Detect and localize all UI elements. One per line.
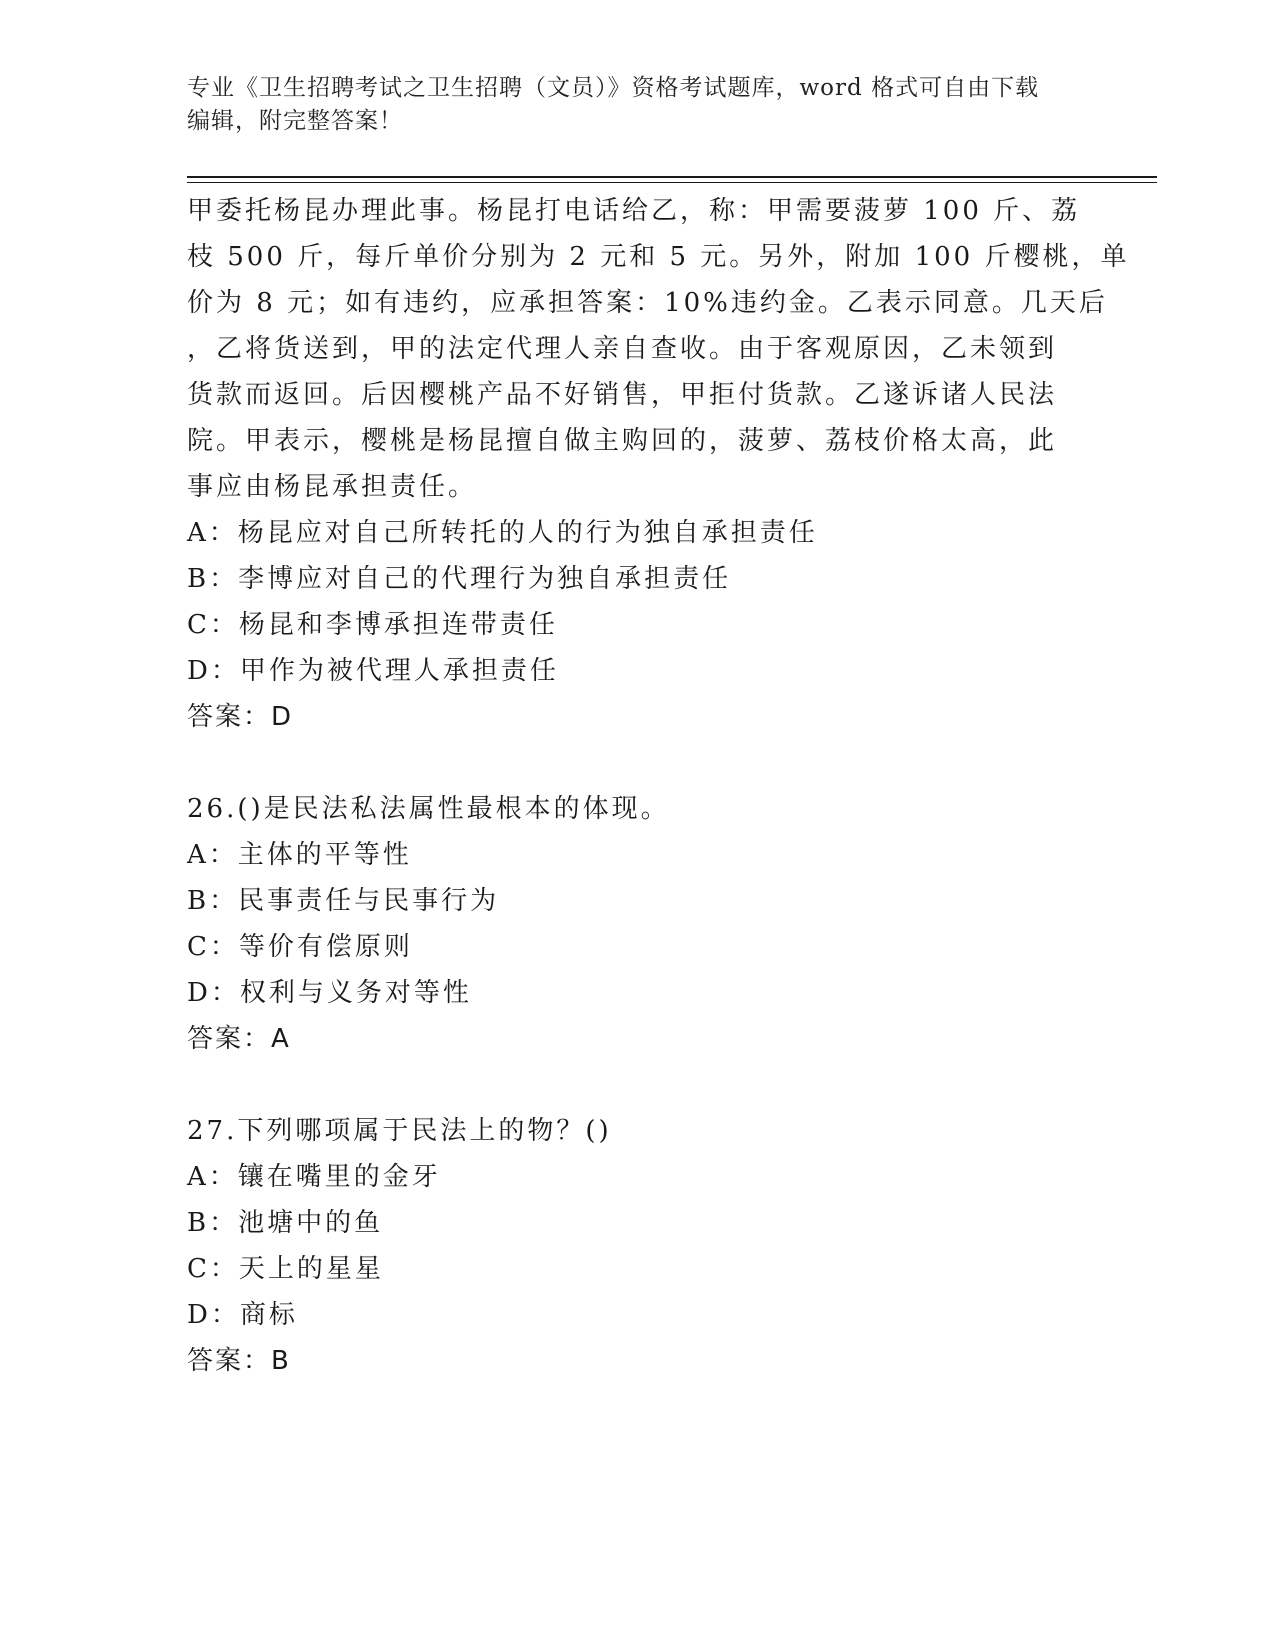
header-line-1: 专业《卫生招聘考试之卫生招聘（文员）》资格考试题库，word 格式可自由下载 bbox=[187, 75, 1040, 101]
option-c: C：杨昆和李博承担连带责任 bbox=[187, 610, 558, 640]
header-divider-thick bbox=[187, 176, 1157, 178]
question-stem-line: 甲委托杨昆办理此事。杨昆打电话给乙，称：甲需要菠萝 100 斤、荔 bbox=[187, 196, 1081, 226]
answer-line: 答案：A bbox=[187, 1024, 291, 1054]
question-27 bbox=[187, 1108, 1087, 1384]
question-spacer bbox=[187, 740, 1087, 786]
option-b: B：池塘中的鱼 bbox=[187, 1208, 384, 1238]
option-b: B：民事责任与民事行为 bbox=[187, 886, 500, 916]
question-stem-line: ，乙将货送到，甲的法定代理人亲自查收。由于客观原因，乙未领到 bbox=[187, 334, 1058, 364]
answer-line: 答案：B bbox=[187, 1346, 291, 1376]
header-divider-thin bbox=[187, 182, 1157, 183]
question-spacer bbox=[187, 1062, 1087, 1108]
question-stem-line: 事应由杨昆承担责任。 bbox=[187, 472, 478, 502]
option-c: C：天上的星星 bbox=[187, 1254, 384, 1284]
question-stem-line: 货款而返回。后因樱桃产品不好销售，甲拒付货款。乙遂诉诸人民法 bbox=[187, 380, 1058, 410]
question-26 bbox=[187, 786, 1087, 1062]
option-d: D：甲作为被代理人承担责任 bbox=[187, 656, 559, 686]
question-stem-line: 枝 500 斤，每斤单价分别为 2 元和 5 元。另外，附加 100 斤樱桃，单 bbox=[187, 242, 1130, 272]
answer-line: 答案：D bbox=[187, 702, 294, 732]
question-stem-line: 价为 8 元；如有违约，应承担答案：10%违约金。乙表示同意。几天后 bbox=[187, 288, 1108, 318]
option-d: D：商标 bbox=[187, 1300, 298, 1330]
question-25 bbox=[187, 188, 1130, 740]
document-body bbox=[187, 188, 1130, 1384]
option-d: D：权利与义务对等性 bbox=[187, 978, 472, 1008]
question-stem-line: 院。甲表示，樱桃是杨昆擅自做主购回的，菠萝、荔枝价格太高，此 bbox=[187, 426, 1058, 456]
question-title: 27.下列哪项属于民法上的物？() bbox=[187, 1116, 612, 1146]
option-a: A：主体的平等性 bbox=[187, 840, 412, 870]
option-a: A：镶在嘴里的金牙 bbox=[187, 1162, 441, 1192]
question-title: 26.()是民法私法属性最根本的体现。 bbox=[187, 794, 670, 824]
header-line-2: 编辑，附完整答案！ bbox=[187, 108, 403, 134]
document-header bbox=[187, 72, 1087, 138]
option-a: A：杨昆应对自己所转托的人的行为独自承担责任 bbox=[187, 518, 818, 548]
option-b: B：李博应对自己的代理行为独自承担责任 bbox=[187, 564, 732, 594]
option-c: C：等价有偿原则 bbox=[187, 932, 413, 962]
